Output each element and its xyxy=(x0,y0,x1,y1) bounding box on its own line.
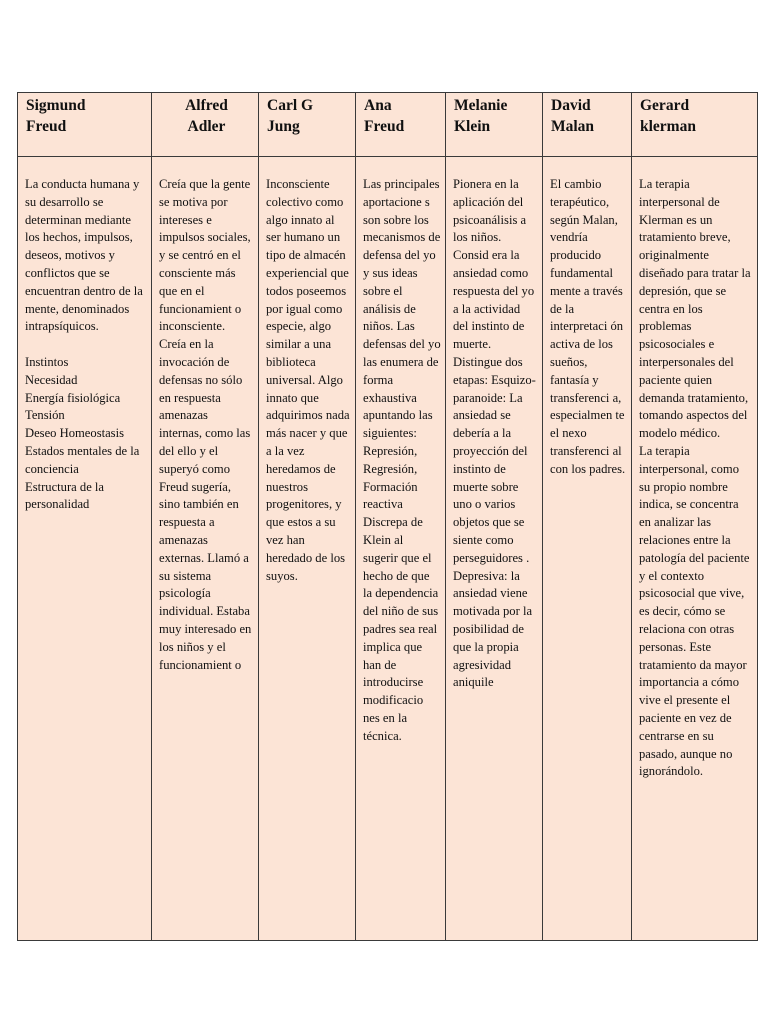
comparison-table xyxy=(17,92,758,941)
header-ana-freud: Ana Freud xyxy=(356,93,446,157)
header-adler: Alfred Adler xyxy=(152,93,259,157)
header-klerman: Gerard klerman xyxy=(632,93,758,157)
cell-malan: El cambio terapéutico, según Malan, vendría producido fundamental mente a través de la interpretaci ón activa de los sueños, fantasía y transferenci a, especialmen te el nexo transferenci al con los padres. xyxy=(543,157,632,941)
header-malan: David Malan xyxy=(543,93,632,157)
cell-klerman: La terapia interpersonal de Klerman es un tratamiento breve, originalmente diseñado para tratar la depresión, que se centra en los problemas psicosociales e interpersonales del paciente quien demanda tratamiento, tomando aspectos del modelo médico. La terapia interpersonal, como su propio nombre indica, se concentra en analizar las relaciones entre la patología del paciente y el contexto psicosocial que vive, es decir, cómo se relaciona con otras personas. Este tratamiento da mayor importancia a cómo vive el presente el paciente en vez de centrarse en su pasado, aunque no ignorándolo. xyxy=(632,157,758,941)
cell-klein: Pionera en la aplicación del psicoanálisis a los niños. Consid era la ansiedad como respuesta del yo a la actividad del instinto de muerte. Distingue dos etapas: Esquizo-paranoide: La ansiedad se debería a la proyección del instinto de muerte sobre uno o varios objetos que se siente como perseguidores . Depresiva: la ansiedad viene motivada por la posibilidad de que la propia agresividad aniquile xyxy=(446,157,543,941)
cell-freud: La conducta humana y su desarrollo se determinan mediante los hechos, impulsos, deseos, motivos y conflictos que se encuentran dentro de la mente, denominados intrapsíquicos. Instintos Necesidad Energía fisiológica Tensión Deseo Homeostasis Estados mentales de la conciencia Estructura de la personalidad xyxy=(18,157,152,941)
header-klein: Melanie Klein xyxy=(446,93,543,157)
content-row xyxy=(18,157,758,941)
header-row xyxy=(18,93,758,157)
header-freud: Sigmund Freud xyxy=(18,93,152,157)
header-jung: Carl G Jung xyxy=(259,93,356,157)
cell-jung: Inconsciente colectivo como algo innato al ser humano un tipo de almacén experiencial que todos poseemos por igual como especie, algo similar a una biblioteca universal. Algo innato que adquirimos nada más nacer y que a la vez heredamos de nuestros progenitores, y que estos a su vez han heredado de los suyos. xyxy=(259,157,356,941)
cell-ana-freud: Las principales aportacione s son sobre los mecanismos de defensa del yo y sus ideas sobre el análisis de niños. Las defensas del yo las enumera de forma exhaustiva apuntando las siguientes: Represión, Regresión, Formación reactiva Discrepa de Klein al sugerir que el hecho de que la dependencia del niño de sus padres sea real implica que han de introducirse modificacio nes en la técnica. xyxy=(356,157,446,941)
cell-adler: Creía que la gente se motiva por intereses e impulsos sociales, y se centró en el consciente más que en el funcionamient o inconsciente. Creía en la invocación de defensas no sólo en respuesta amenazas internas, como las del ello y el superyó como Freud sugería, sino también en respuesta a amenazas externas. Llamó a su sistema psicología individual. Estaba muy interesado en los niños y el funcionamient o xyxy=(152,157,259,941)
